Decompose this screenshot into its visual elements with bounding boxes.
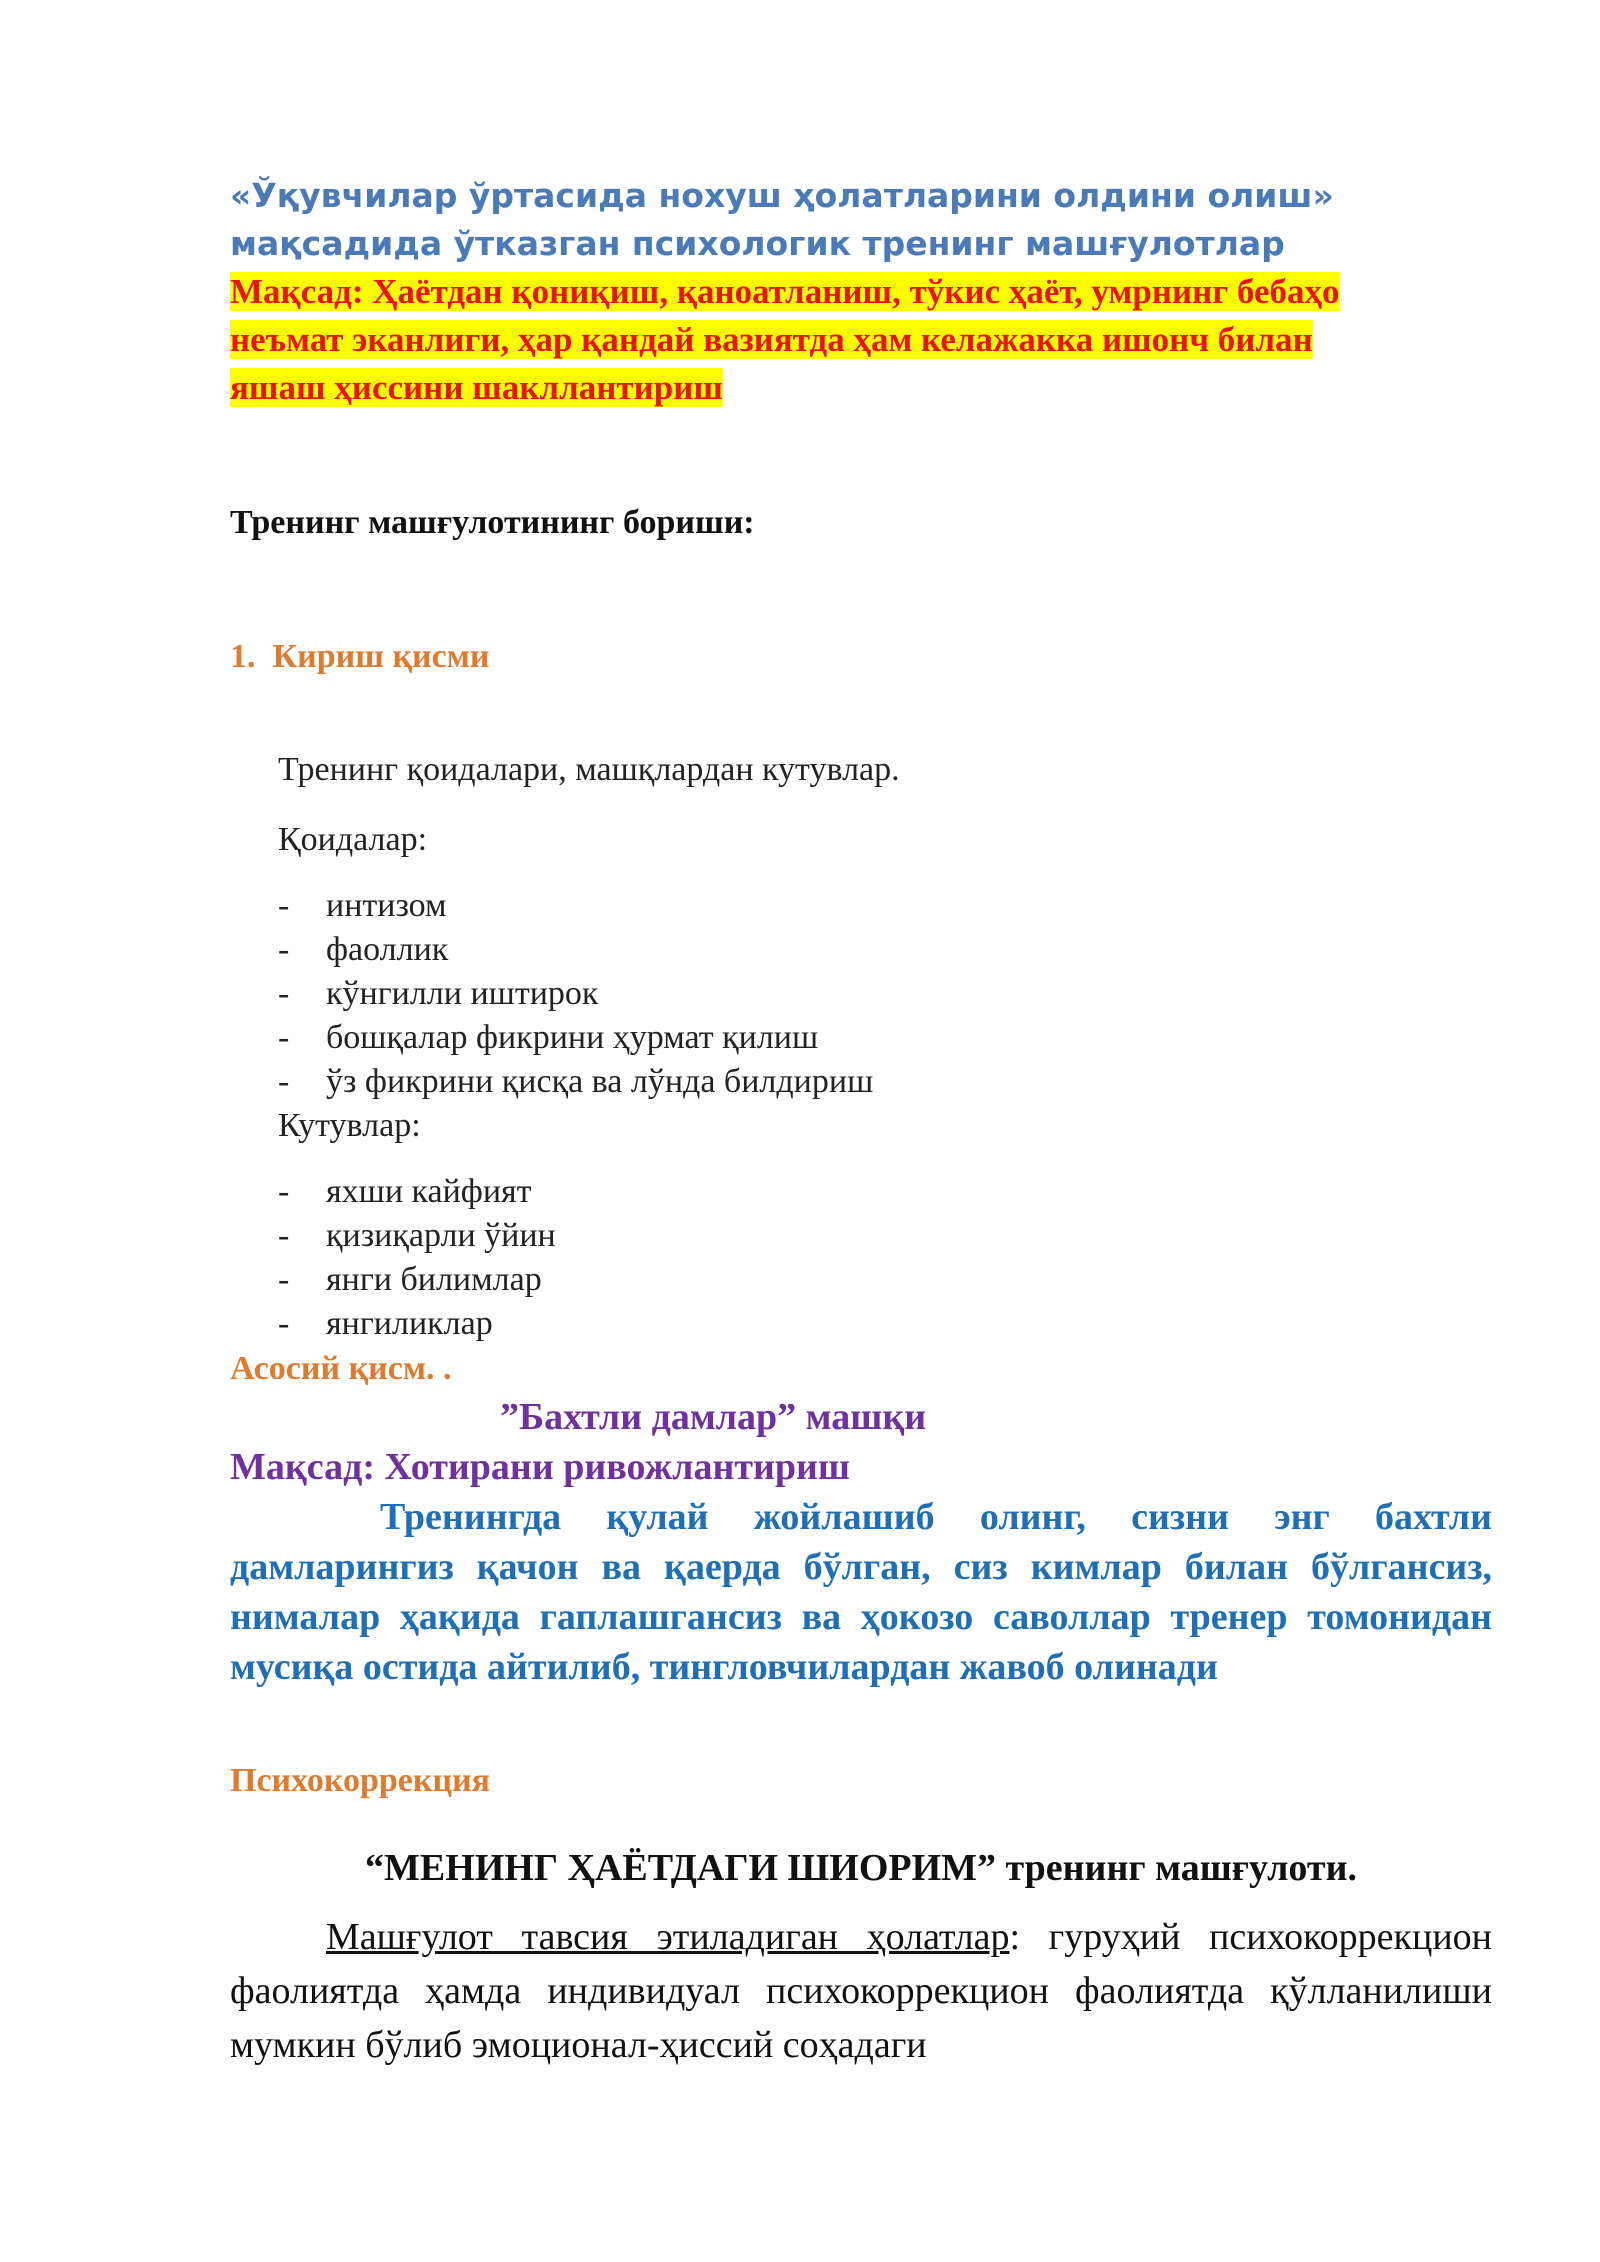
intro-heading: [230, 638, 1492, 676]
main-part-heading: Асосий қисм. .: [230, 1350, 452, 1387]
exercise-title: ”Бахтли дамлар” машқи: [500, 1396, 927, 1438]
goal-text-1: Мақсад: Ҳаётдан қониқиш, қаноатланиш, тўкис ҳаёт, умрнинг бебаҳо: [230, 272, 1340, 311]
expectation-text: қизиқарли ўйин: [326, 1217, 556, 1254]
rule-text: кўнгилли иштирок: [326, 975, 599, 1012]
recommended-label: Машғулот тавсия этиладиган ҳолатлар: [326, 1916, 1010, 1958]
list-item: - қизиқарли ўйин: [278, 1217, 556, 1254]
rule-text: фаоллик: [326, 931, 449, 968]
expectations-label: Кутувлар:: [278, 1107, 421, 1144]
intro-number: 1.: [230, 638, 256, 675]
exercise-description: Тренингда қулай жойлашиб олинг, сизни энг бахтли дамларингиз қачон ва қаерда бўлган, сиз кимлар билан бўлгансиз, нималар ҳақида гаплашгансиз ва ҳокозо саволлар тренер томонидан мусиқа остида айтилиб, тингловчилардан жавоб олинади: [230, 1496, 1492, 1688]
list-item: - фаоллик: [278, 931, 449, 968]
expectation-text: яхши кайфият: [326, 1173, 532, 1210]
rule-text: бошқалар фикрини ҳурмат қилиш: [326, 1019, 819, 1056]
expectation-text: янги билимлар: [326, 1261, 542, 1298]
goal-line-2: [230, 316, 1492, 364]
goal-line-3: [230, 364, 1492, 412]
goal-text-2: неъмат эканлиги, ҳар қандай вазиятда ҳам келажакка ишонч билан: [230, 320, 1313, 359]
rule-text: интизом: [326, 887, 447, 924]
document-content: [230, 172, 1492, 2072]
document-title-line-2: мақсадида ўтказган психологик тренинг машғулотлар: [230, 224, 1285, 263]
rule-text: ўз фикрини қисқа ва лўнда билдириш: [326, 1063, 874, 1100]
intro-body: [278, 748, 1492, 1346]
list-item: - яхши кайфият: [278, 1173, 532, 1210]
list-item: - интизом: [278, 887, 447, 924]
rules-label: Қоидалар:: [278, 821, 428, 858]
list-item: - бошқалар фикрини ҳурмат қилиш: [278, 1019, 819, 1056]
document-title-line-1: «Ўқувчилар ўртасида нохуш ҳолатларини олдини олиш»: [230, 176, 1334, 215]
list-item: - янгиликлар: [278, 1305, 493, 1342]
goal-line-1: [230, 268, 1492, 316]
expectation-text: янгиликлар: [326, 1305, 493, 1342]
expectations-list: [278, 1170, 1492, 1346]
psychocorrection-heading: Психокоррекция: [230, 1762, 491, 1799]
exercise-goal: Мақсад: Хотирани ривожлантириш: [230, 1446, 851, 1488]
intro-heading-text: Кириш қисми: [272, 638, 490, 675]
goal-text-3: яшаш ҳиссини шакллантириш: [230, 368, 723, 407]
recommended-text: : гуруҳий психокоррекцион фаолиятда ҳамда индивидуал психокоррекцион фаолиятда қўлланилиши мумкин бўлиб эмоционал-ҳиссий соҳадаги: [230, 1916, 1493, 2066]
rules-list: [278, 884, 1492, 1104]
training-course-heading: Тренинг машғулотининг бориши:: [230, 504, 755, 541]
list-item: - янги билимлар: [278, 1261, 542, 1298]
session-title: “МЕНИНГ ҲАЁТДАГИ ШИОРИМ” тренинг машғулоти.: [364, 1847, 1357, 1889]
recommended-paragraph: [230, 1910, 1492, 2072]
list-item: - ўз фикрини қисқа ва лўнда билдириш: [278, 1063, 874, 1100]
list-item: - кўнгилли иштирок: [278, 975, 599, 1012]
rules-expectations-text: Тренинг қоидалари, машқлардан кутувлар.: [278, 751, 900, 788]
